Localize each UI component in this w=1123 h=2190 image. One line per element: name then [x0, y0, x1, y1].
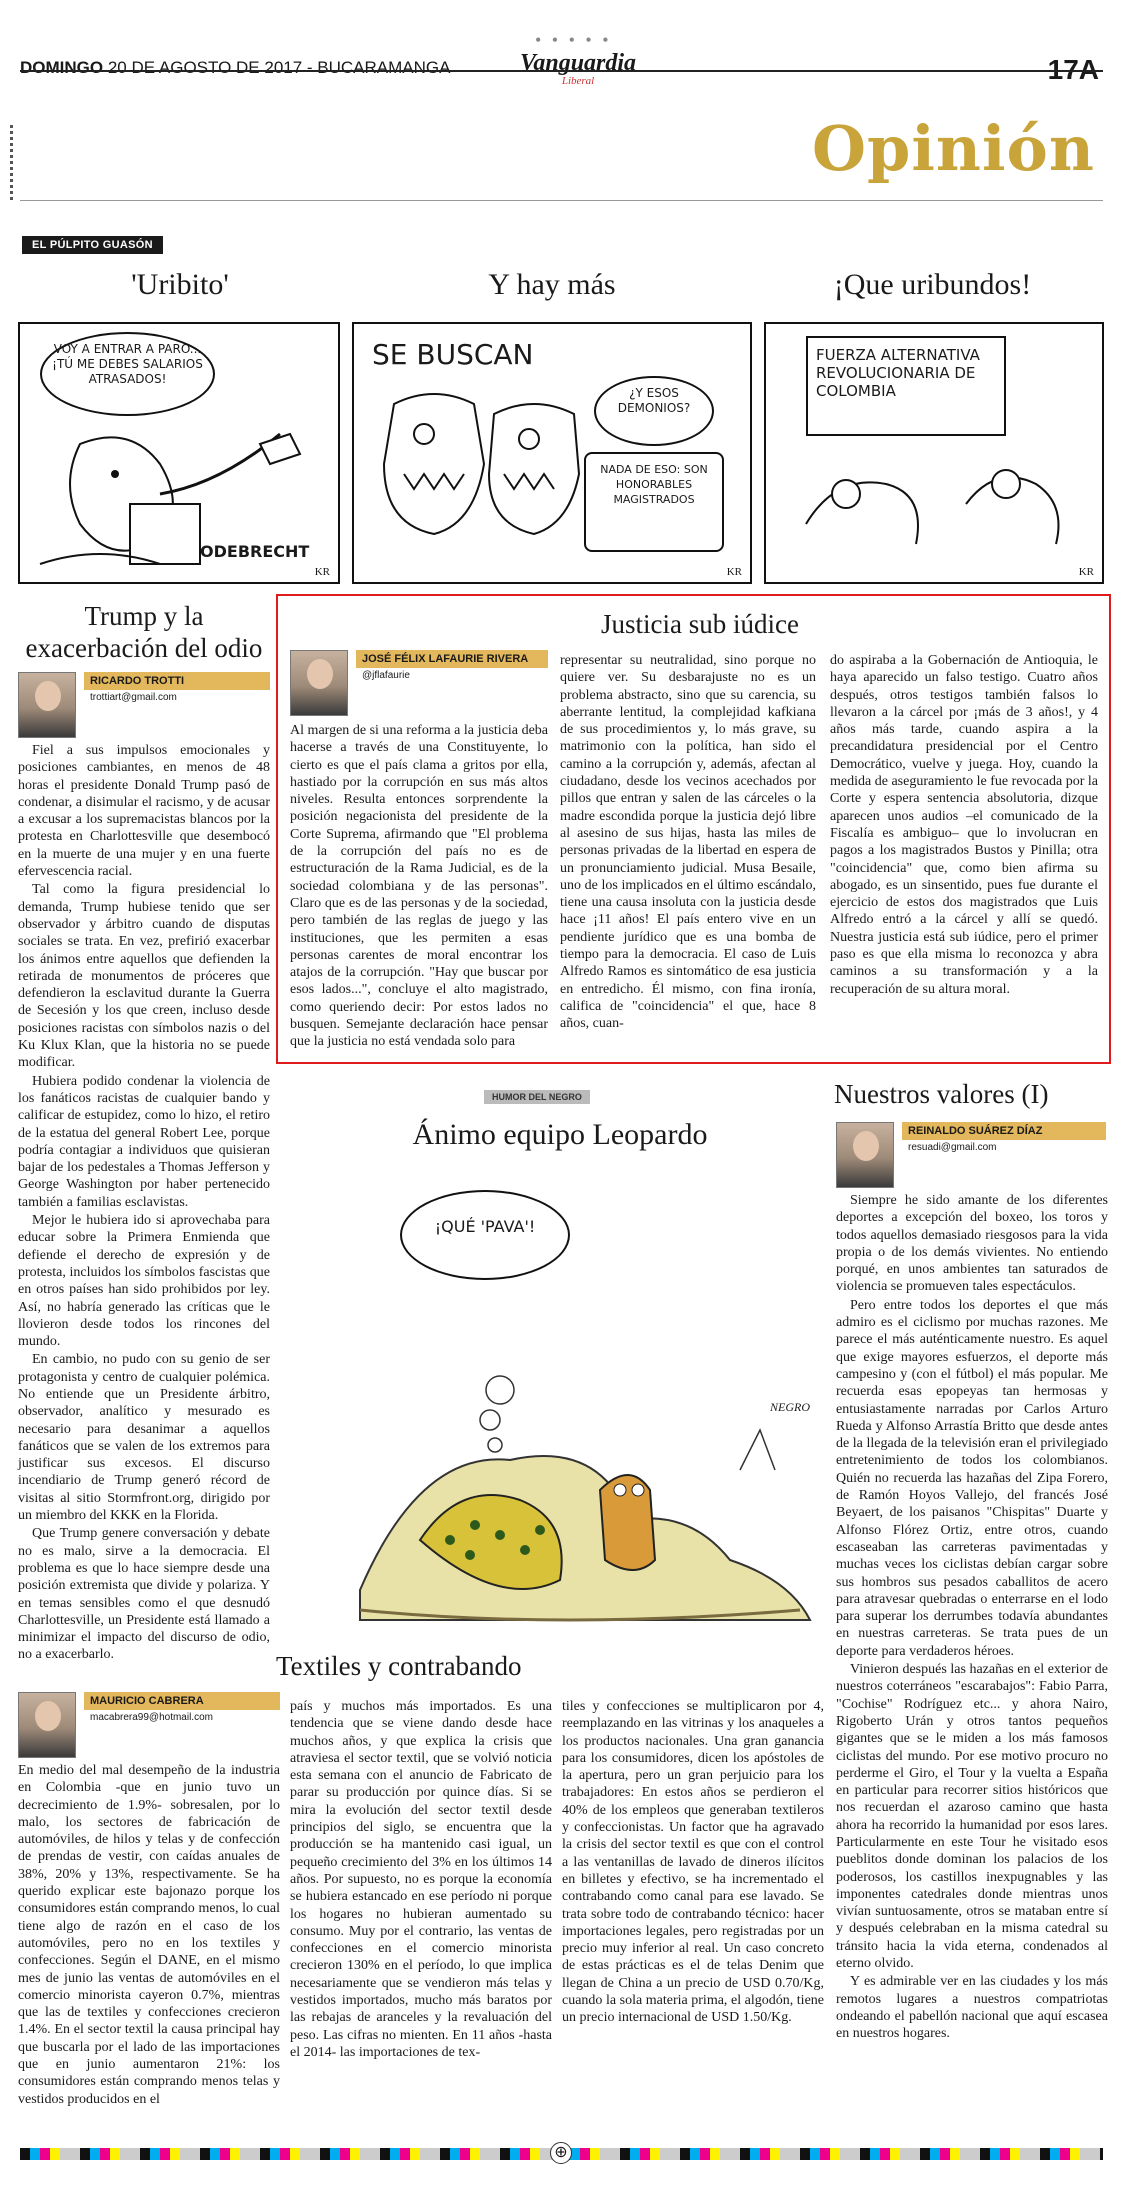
leopardo-title: Ánimo equipo Leopardo — [412, 1118, 708, 1151]
farc-sign: FUERZA ALTERNATIVA REVOLUCIONARIA DE COLOMBIA — [806, 336, 1006, 436]
trump-headline: Trump y la exacerbación del odio — [25, 601, 263, 663]
cartoon-title-2: Y hay más — [488, 268, 616, 301]
textiles-author-name: MAURICIO CABRERA — [84, 1692, 280, 1710]
print-dots: • • • • • — [535, 30, 612, 50]
trump-paragraph: Fiel a sus impulsos emocionales y posiciones cambiantes, en menos de 48 horas el presidente Donald Trump pasó de condenar, a disimular el racismo, y de acusar a excusar a los supremacistas blancos por la protesta en Charlottesville que desembocó en la muerte de una mujer y en una fuerte efervescencia racial. — [18, 743, 270, 880]
cartoon-signature-3: KR — [1078, 566, 1094, 578]
valores-paragraph: Pero entre todos los deportes el que más admiro es el ciclismo por muchas razones. Me parece el más auténticamente nuestro. Es aquel que exige mayores esfuerzos, el deporte más campesino y (con el fútbol) el más popular. Me recuerda esas epopeyas tan hermosas y entusiastamente narradas por Carlos Arturo Rueda y Alfonso Arrastía Britto que desde antes de la llegada de la televisión eran el privilegiado entretenimiento de todos los colombianos. Quién no recuerda las hazañas del Zipa Forero, de Ramón Hoyos Vallejo, del francés José Beyaert, de los paisanos "Chispitas" Duarte y Alfonso Flórez Ortiz, entre otros, cuando escaseaban las carreteras pavimentadas y muchas veces los ciclistas debían cargar sobre sus hombros sus pesados caballitos de acero para atravesar quebradas o enterrarse en el lodo para superar los derrumbes todavía abundantes en nuestras carreteras. Se trata pues de un deporte para verdaderos héroes. — [836, 1297, 1108, 1659]
valores-paragraph: Vinieron después las hazañas en el exterior de nuestros coterráneos "escarabajos": Fabio Parra, "Cochise" Rodríguez etc... y ahora Nairo, Rigoberto Urán y otros tantos pequeños gigantes que se le miden a los más famosos ciclistas del mundo. Por ese motivo procuro no perderme el Giro, el Tour y la vuelta a España en particular para recorrer sitios históricos que nos recuerdan el azaroso camino que hasta ahora ha recorrido la humanidad por esos lares. Particularmente en este Tour he visitado esos pueblitos donde dominan los palacios de los poderosos, los castillos inexpugnables y las imponentes catedrales donde mientras unos vivían suntuosamente, otros se mataban entre sí y después celebraban en la misma catedral su tránsito hacia la vida eterna, condenados al eterno olvido. — [836, 1662, 1108, 1972]
cartoon-kicker: EL PÚLPITO GUASÓN — [22, 236, 163, 254]
header-date: DOMINGO 20 DE AGOSTO DE 2017 - BUCARAMANGA — [20, 58, 451, 77]
textiles-headline: Textiles y contrabando — [276, 1651, 522, 1681]
justicia-text-2: representar su neutralidad, sino porque no quiere ver. Su desbarajuste no es un problema abstracto, sino que su carencia, su aberrante lentitud, la complejidad kafkiana de sus procedimientos y, lo más grave, su matrimonio con la política, han sido el camino a la corrupción y, además, afectan al ciudadano, desde los vecinos acechados por pillos que entran y salen de las cárceles o la madre escondida porque la justicia dejó libre al asesino de sus hijas, hasta las miles de personas privadas de la libertad en espera de un pronunciamiento judicial. Musa Besaile, uno de los implicados en el último escándalo, tiene una causa insoluta con la justicia desde hace ¡11 años! El país entero vive en un pendiente jurídico que es una bomba de tiempo para la democracia. El caso de Luis Alfredo Ramos es sintomático de esa justicia en entredicho. Él mismo, con fina ironía, califica de "coincidencia" el que, hace 8 años, cuan- — [560, 653, 816, 1032]
leopardo-signature: NEGRO — [770, 1400, 810, 1414]
section-title: Opinión — [812, 112, 1095, 185]
textiles-text-1: En medio del mal desempeño de la industria en Colombia -que en junio tuvo un decrecimiento de 1.9%- sobresalen, por lo malo, los sectores de fabricación de automóviles, de hilos y telas y de confección de prendas de vestir, con caídas anuales de 38%, 20% y 13%, respectivamente. Se ha querido explicar este bajonazo porque los consumidores están comprando menos, lo cual tiene algo de razón en el caso de los automóviles, pero no en los textiles y confecciones. Según el DANE, en el mismo mes de junio las ventas de automóviles en el comercio minorista cayeron 0.7%, mientras que las de textiles y confecciones crecieron 1.4%. En el sector textil la causa principal hay que buscarla por el lado de las importaciones que en junio aumentaron 21%: los consumidores están comprando menos telas y vestidos producidos en el — [18, 1763, 280, 2107]
valores-byline — [836, 1122, 1106, 1188]
cartoon-signature-1: KR — [314, 566, 330, 578]
newspaper-logo: Vanguardia Liberal — [520, 50, 637, 87]
textiles-text-2: país y muchos más importados. Es una tendencia que se viene dando desde hace muchos años, y que explica la crisis que atraviesa el sector textil, que se volvió noticia esta semana con el anuncio de Fabricato de parar su producción por quince días. Si se mira la evolución del sector textil desde principios del siglo, se encuentra que la producción se ha mantenido casi igual, un pequeño crecimiento del 3% en los últimos 14 años. Por supuesto, no es porque la economía se hubiera estancado en ese período ni porque los hogares no hubieran aumentado su consumo. Muy por el contrario, las ventas de confecciones en el comercio minorista crecieron 130% en el período, lo que implica necesariamente que se vendieron más telas y vestidos importados, mucho más baratos por las rebajas de aranceles y la revaluación del peso. Las cifras no mienten. En 11 años -hasta el 2014- las importaciones de tex- — [290, 1699, 552, 2060]
valores-paragraph: Siempre he sido amante de los diferentes deportes a excepción del boxeo, los toros y todos aquellos demasiado riesgosos para la vida propia o de los demás vivientes. No entiendo porqué, en unos ambientes tan saturados de violencia se promueven tales espectáculos. — [836, 1193, 1108, 1295]
cartoon-panel-3 — [764, 322, 1104, 584]
justicia-column-1 — [290, 650, 548, 1051]
textiles-author-photo — [18, 1692, 76, 1758]
justicia-author-photo — [290, 650, 348, 716]
cartoon-signature-2: KR — [726, 566, 742, 578]
trump-author-email: trottiart@gmail.com — [90, 692, 177, 703]
trump-paragraph: Mejor le hubiera ido si aprovechaba para educar sobre la Primera Enmienda que defiende el derecho de expresión y de protesta, incluidos los símbolos fascistas que en otros países han sido prohibidos por ley. Así, no habría generado las críticas que le llovieron desde todos los rincones del mundo. — [18, 1213, 270, 1350]
section-rule — [20, 200, 1103, 201]
leopardo-bubble: ¡QUÉ 'PAVA'! — [400, 1190, 570, 1280]
trump-paragraph: Tal como la figura presidencial lo demanda, Trump hubiese tenido que ser observador y árbitro cuando de disputas sociales se trata. En vez, prefirió exacerbar los ánimos entre aquellos que defienden la retirada de monumentos de próceres que defendieron la esclavitud durante la Guerra de Secesión y los que creen, incluso desde posiciones racistas con símbolos nazis o del Ku Klux Klan, que la historia no se puede modificar. — [18, 882, 270, 1071]
cartoon-panel-2 — [352, 322, 752, 584]
justicia-byline — [290, 650, 548, 716]
justicia-headline: Justicia sub iúdice — [601, 609, 799, 639]
textiles-byline — [18, 1692, 280, 1758]
trump-paragraph: Hubiera podido condenar la violencia de los fanáticos racistas de cualquier bando y calificar de estupidez, como lo hizo, el retiro de la estatua del general Robert Lee, porque podría contagiar a individuos que quisieran bajar de los pedestales a Thomas Jefferson y George Washington por haber pertenecido también a familias esclavistas. — [18, 1073, 270, 1210]
valores-author-name: REINALDO SUÁREZ DÍAZ — [902, 1122, 1106, 1140]
se-buscan-banner: SE BUSCAN — [372, 338, 534, 371]
valores-headline: Nuestros valores (I) — [834, 1079, 1049, 1109]
valores-author-photo — [836, 1122, 894, 1188]
humor-kicker: HUMOR DEL NEGRO — [484, 1090, 590, 1104]
page-number: 17A — [1047, 54, 1099, 85]
cartoon-reply-2: NADA DE ESO: SON HONORABLES MAGISTRADOS — [584, 452, 724, 552]
trump-paragraph: Que Trump genere conversación y debate no es malo, sirve a la democracia. El problema es que lo hace siempre desde una posición extremista que divide y polariza. Y en temas sensibles como el que desnudó Charlottesville, un Presidente está llamado a minimizar el impacto del discurso de odio, no a exacerbarlo. — [18, 1526, 270, 1663]
odebrecht-label: ODEBRECHT — [200, 542, 310, 561]
side-dots — [10, 125, 14, 200]
textiles-text-3: tiles y confecciones se multiplicaron por 4, reemplazando en las vitrinas y los anaqueles a los productos nacionales. Una gran ganancia para los consumidores, dicen los apóstoles de la apertura, pero un gran perjuicio para los trabajadores: En estos años se perdieron el 40% de los empleos que generaban textileros y confeccionistas. Un factor que ha agravado la crisis del sector textil es que con el control a las ventanillas de lavado de dineros ilícitos en billetes y efectivo, se ha incrementado el contrabando como canal para ese lavado. Se trata sobre todo de contrabando técnico: hacer importaciones legales, pero registradas por un precio muy inferior al real. Un caso concreto de estas prácticas es el de telas Denim que llegan de China a un precio de USD 0.70/Kg, cuando la sola materia prima, el algodón, tiene un precio internacional de USD 1.50/Kg. — [562, 1699, 824, 2026]
cartoon-title-1: 'Uribito' — [131, 268, 229, 301]
cartoon-bubble-1: VOY A ENTRAR A PARO... ¡TÚ ME DEBES SALARIOS ATRASADOS! — [40, 332, 215, 416]
justicia-text-1: Al margen de si una reforma a la justicia deba hacerse a través de una Constituyente, lo cierto es que el país clama a gritos por ella, hastiado por la corrupción en sus más altos niveles. Resulta entonces sorprendente la posición negacionista del presidente de la Corte Suprema, afirmando que "El problema de la corrupción del país no es de estructuración de la Rama Judicial, es de la sociedad colombiana y de las personas". Claro que es de las personas y de la sociedad, pero también de las reglas de juego y las instituciones, que les permiten a esas personas carentes de moral encontrar los atajos de la corrupción. "Hay que buscar por esos lados...", concluye el alto magistrado, como queriendo decir: Por estos lados no busquen. Semejante declaración hace pensar que la justicia no está vendada solo para — [290, 723, 548, 1050]
header-rule — [20, 70, 1103, 72]
justicia-text-3: do aspiraba a la Gobernación de Antioquia, le haya aparecido un falso testigo. Cuatro años después, otros testigos también falsos lo llevaron a la cárcel por ¡más de 3 años!, y 4 años más tarde, cuando aspira a la precandidatura presidencial por el Centro Democrático, vuelve y juega. Hoy, cuando la medida de aseguramiento le fue revocada por la Corte y espera sentencia absolutoria, dizque aparecen unos audios –el comunicado de la Fiscalía es ambiguo– que lo involucran en pagos a los magistrados Bustos y Pinilla; otra "coincidencia" que, como bien afirma su abogado, es un sinsentido, pues fue durante el ejercicio de estos dos magistrados que Luis Alfredo entró a la cárcel y allí se quedó. Nuestra justicia está sub iúdice, pero el primer paso es que ella misma lo reconozca y abra caminos a su transformación y a la recuperación de su altura moral. — [830, 653, 1098, 997]
textiles-author-email: macabrera99@hotmail.com — [90, 1712, 213, 1723]
cartoon-title-3: ¡Que uribundos! — [833, 268, 1032, 301]
cartoon-panel-1 — [18, 322, 340, 584]
justicia-author-name: JOSÉ FÉLIX LAFAURIE RIVERA — [356, 650, 548, 668]
trump-author-photo — [18, 672, 76, 738]
valores-paragraph: Y es admirable ver en las ciudades y los más remotos lugares a nuestros compatriotas ondeando el pabellón nacional que aquí escasea en nuestros hogares. — [836, 1974, 1108, 2042]
valores-author-email: resuadi@gmail.com — [908, 1142, 997, 1153]
leopardo-cartoon — [340, 1170, 830, 1650]
trump-author-name: RICARDO TROTTI — [84, 672, 270, 690]
registration-mark-icon: ⊕ — [550, 2142, 572, 2164]
justicia-author-handle: @jflafaurie — [362, 670, 410, 681]
trump-paragraph: En cambio, no pudo con su genio de ser protagonista y centro de cualquier polémica. No entiende que un Presidente árbitro, observador, analítico y mesurado es necesario para desanimar a aquellos fanáticos que se valen de los extremos para justificar sus excesos. El discurso incendiario de Trump generó récord de visitas al sitio Stormfront.org, dirigido por un miembro del KKK en la Florida. — [18, 1352, 270, 1524]
textiles-column-1 — [18, 1692, 280, 2108]
trump-article-body — [18, 742, 270, 1665]
cartoon-bubble-2: ¿Y ESOS DEMONIOS? — [594, 376, 714, 446]
trump-byline — [18, 672, 270, 738]
valores-article-body — [836, 1192, 1108, 2044]
